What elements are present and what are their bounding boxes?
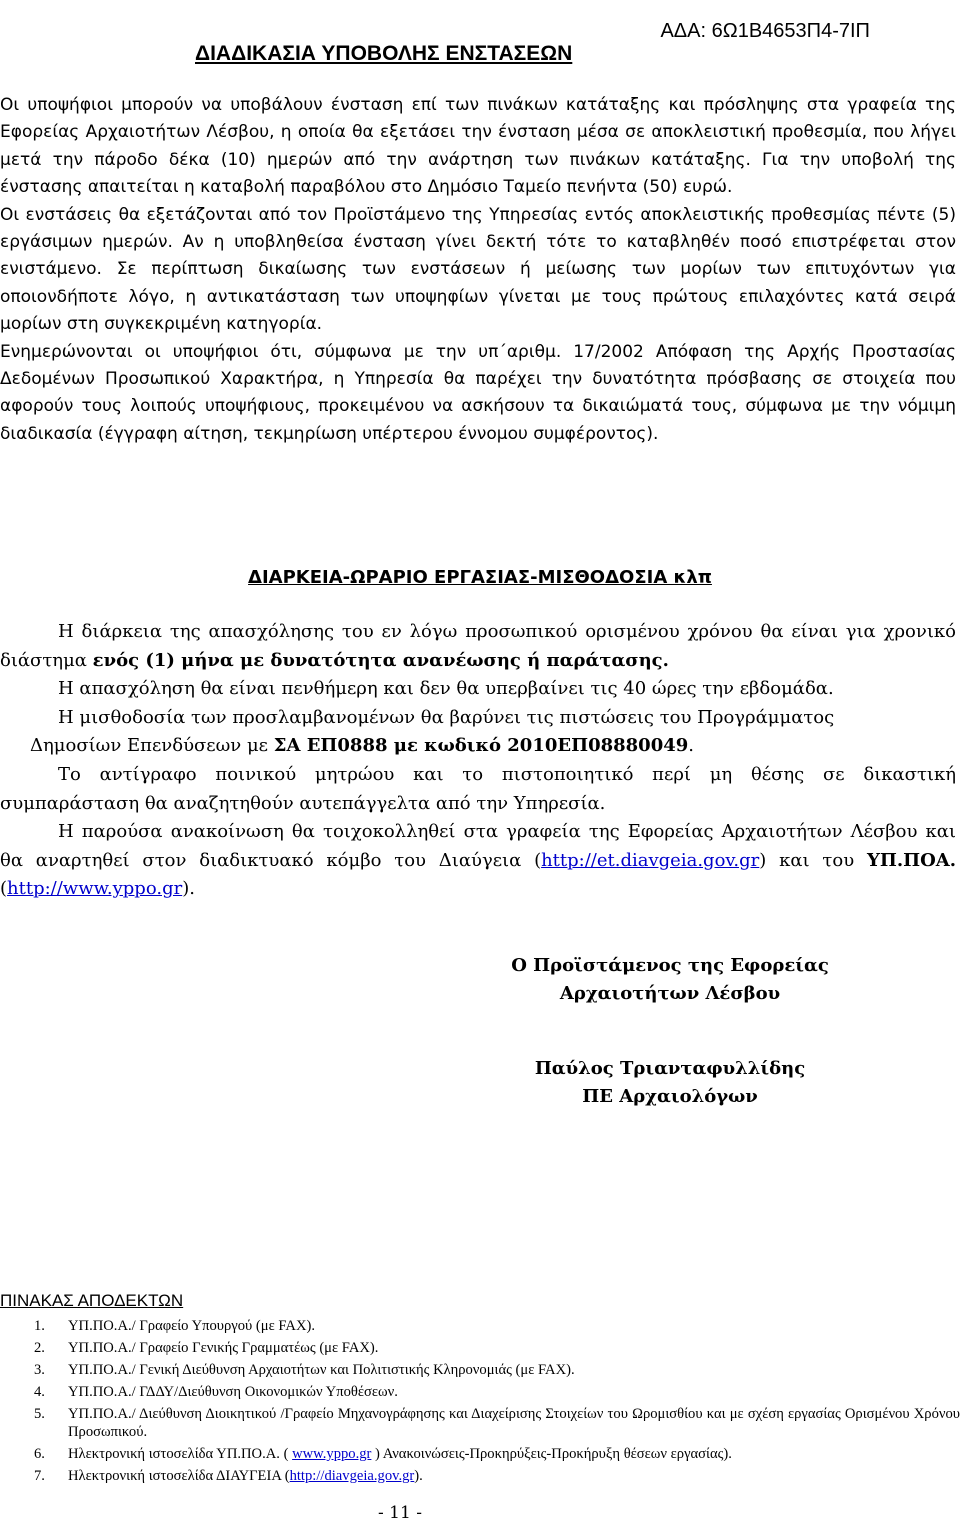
signature-block-title bbox=[440, 952, 900, 1008]
paragraph: Ενημερώνονται οι υποψήφιοι ότι, σύμφωνα με την υπ΄αριθμ. 17/2002 Απόφαση της Αρχής Προστασίας Δεδομένων Προσωπικού Χαρακτήρα, η Υπηρεσία θα παρέχει την δυνατότητα πρόσβασης σε στοιχεία που αφορούν τους λοιπούς υποψήφιους, προκειμένου να ασκήσουν τα δικαιώματά τους, σύμφωνα με την νόμιμη διαδικασία (έγγραφη αίτηση, τεκμηρίωση υπέρτερου έννομου συμφέροντος). bbox=[0, 341, 956, 444]
diavgeia-link[interactable]: http://et.diavgeia.gov.gr bbox=[541, 849, 760, 871]
section-title-objections: ΔΙΑΔΙΚΑΣΙΑ ΥΠΟΒΟΛΗΣ ΕΝΣΤΑΣΕΩΝ bbox=[195, 42, 573, 65]
paragraph bbox=[0, 618, 956, 675]
paragraph bbox=[0, 732, 956, 761]
signatory-name: Παύλος Τριανταφυλλίδης bbox=[534, 1058, 806, 1079]
text-run: ( bbox=[0, 878, 8, 900]
list-item bbox=[34, 1361, 960, 1379]
recipients-title: ΠΙΝΑΚΑΣ ΑΠΟΔΕΚΤΩΝ bbox=[0, 1291, 184, 1310]
list-item bbox=[34, 1445, 960, 1463]
text-run: ) Ανακοινώσεις-Προκηρύξεις-Προκήρυξη θέσεων εργασίας). bbox=[371, 1446, 732, 1462]
list-number: 4. bbox=[34, 1384, 45, 1400]
signature-line: Αρχαιοτήτων Λέσβου bbox=[559, 983, 781, 1004]
bold-text: ΣΑ ΕΠ0888 με κωδικό 2010ΕΠ08880049 bbox=[273, 735, 689, 757]
list-text: ΥΠ.ΠΟ.Α./ ΓΔΔΥ/Διεύθυνση Οικονομικών Υποθέσεων. bbox=[68, 1384, 398, 1400]
list-text: ΥΠ.ΠΟ.Α./ Γενική Διεύθυνση Αρχαιοτήτων και Πολιτιστικής Κληρονομιάς (με FAX). bbox=[68, 1362, 575, 1378]
bold-text: ΥΠ.ΠΟΑ. bbox=[866, 849, 956, 871]
paragraph: Οι ενστάσεις θα εξετάζονται από τον Προϊστάμενο της Υπηρεσίας εντός αποκλειστικής προθεσμίας πέντε (5) εργάσιμων ημερών. Αν η υποβληθείσα ένσταση γίνει δεκτή τότε το καταβληθέν ποσό επιστρέφεται στον ενιστάμενο. Σε περίπτωση δικαίωσης των ενστάσεων ή μείωσης των μορίων των επιτυχόντων για οποιονδήποτε λόγο, η αντικατάσταση των υποψηφίων γίνεται με τους πρώτους επιλαχόντες κατά σειρά μορίων στη συγκεκριμένη κατηγορία. bbox=[0, 204, 956, 335]
list-item bbox=[34, 1383, 960, 1401]
list-number: 3. bbox=[34, 1362, 45, 1378]
text-run: Ηλεκτρονική ιστοσελίδα ΥΠ.ΠΟ.Α. ( bbox=[68, 1446, 293, 1462]
diavgeia-link[interactable]: http://diavgeia.gov.gr bbox=[289, 1468, 415, 1484]
text-run: ) και του bbox=[759, 849, 867, 871]
page-number: - 11 - bbox=[378, 1503, 422, 1523]
text-run: ). bbox=[182, 878, 195, 900]
section-title-duration: ΔΙΑΡΚΕΙΑ-ΩΡΑΡΙΟ ΕΡΓΑΣΙΑΣ-ΜΙΣΘΟΔΟΣΙΑ κλπ bbox=[248, 567, 712, 588]
list-item bbox=[34, 1405, 960, 1441]
list-text bbox=[68, 1467, 960, 1485]
paragraph: Η απασχόληση θα είναι πενθήμερη και δεν θα υπερβαίνει τις 40 ώρες την εβδομάδα. bbox=[58, 678, 834, 700]
list-text: ΥΠ.ΠΟ.Α./ Διεύθυνση Διοικητικού /Γραφείο Μηχανογράφησης και Διαχείρισης Στοιχείων του Ωρομισθίου και με σχέση εργασίας Ορισμένου Χρόνου Προσωπικού. bbox=[68, 1406, 960, 1440]
signature-line: Ο Προϊστάμενος της Εφορείας bbox=[511, 955, 829, 976]
text-run: Η παρούσα ανακοίνωση θα τοιχοκολληθεί στα γραφεία της Εφορείας Αρχαιοτήτων Λέσβου και θα αναρτηθεί στον διαδικτυακό κόμβο του Διαύγεια ( bbox=[0, 821, 956, 871]
list-number: 1. bbox=[34, 1318, 45, 1334]
paragraph: Η μισθοδοσία των προσλαμβανομένων θα βαρύνει τις πιστώσεις του Προγράμματος bbox=[58, 706, 835, 728]
signatory-title: ΠΕ Αρχαιολόγων bbox=[582, 1086, 758, 1107]
list-item bbox=[34, 1467, 960, 1485]
paragraph: Οι υποψήφιοι μπορούν να υποβάλουν ένσταση επί των πινάκων κατάταξης και πρόσληψης στα γραφεία της Εφορείας Αρχαιοτήτων Λέσβου, η οποία θα εξετάσει την ένσταση μέσα σε αποκλειστική προθεσμία, που λήγει μετά την πάροδο δέκα (10) ημερών από την ανάρτηση των πινάκων κατάταξης. Για την υποβολή της ένστασης απαιτείται η καταβολή παραβόλου στο Δημόσιο Ταμείο πενήντα (50) ευρώ. bbox=[0, 95, 956, 198]
recipients-list bbox=[34, 1317, 960, 1489]
list-number: 5. bbox=[34, 1406, 45, 1422]
paragraph: Το αντίγραφο ποινικού μητρώου και το πιστοποιητικό περί μη θέσης σε δικαστική συμπαράσταση θα αναζητηθούν αυτεπάγγελτα από την Υπηρεσία. bbox=[0, 763, 956, 814]
list-item bbox=[34, 1317, 960, 1335]
list-number: 2. bbox=[34, 1340, 45, 1356]
list-item bbox=[34, 1339, 960, 1357]
bold-text: ενός (1) μήνα με δυνατότητα ανανέωσης ή παράτασης. bbox=[92, 649, 669, 671]
paragraph bbox=[0, 818, 956, 904]
list-number: 7. bbox=[34, 1468, 45, 1484]
section-duration-body bbox=[0, 618, 956, 904]
text-run: Η διάρκεια της απασχόλησης του εν λόγω προσωπικού ορισμένου χρόνου θα είναι για χρονικό διάστημα bbox=[0, 621, 956, 671]
list-text bbox=[68, 1445, 960, 1463]
list-number: 6. bbox=[34, 1446, 45, 1462]
yppo-link[interactable]: www.yppo.gr bbox=[292, 1446, 372, 1462]
text-run: Δημοσίων Επενδύσεων με bbox=[30, 735, 274, 757]
section-objections-body bbox=[0, 92, 956, 448]
text-run: . bbox=[688, 735, 695, 757]
list-text: ΥΠ.ΠΟ.Α./ Γραφείο Γενικής Γραμματέως (με FAX). bbox=[68, 1340, 379, 1356]
list-text: ΥΠ.ΠΟ.Α./ Γραφείο Υπουργού (με FAX). bbox=[68, 1318, 316, 1334]
text-run: ). bbox=[414, 1468, 423, 1484]
ada-code: ΑΔΑ: 6Ω1Β4653Π4-7ΙΠ bbox=[660, 20, 870, 42]
text-run: Ηλεκτρονική ιστοσελίδα ΔΙΑΥΓΕΙΑ ( bbox=[68, 1468, 290, 1484]
yppo-link[interactable]: http://www.yppo.gr bbox=[7, 878, 183, 900]
signature-block-name bbox=[440, 1055, 900, 1111]
